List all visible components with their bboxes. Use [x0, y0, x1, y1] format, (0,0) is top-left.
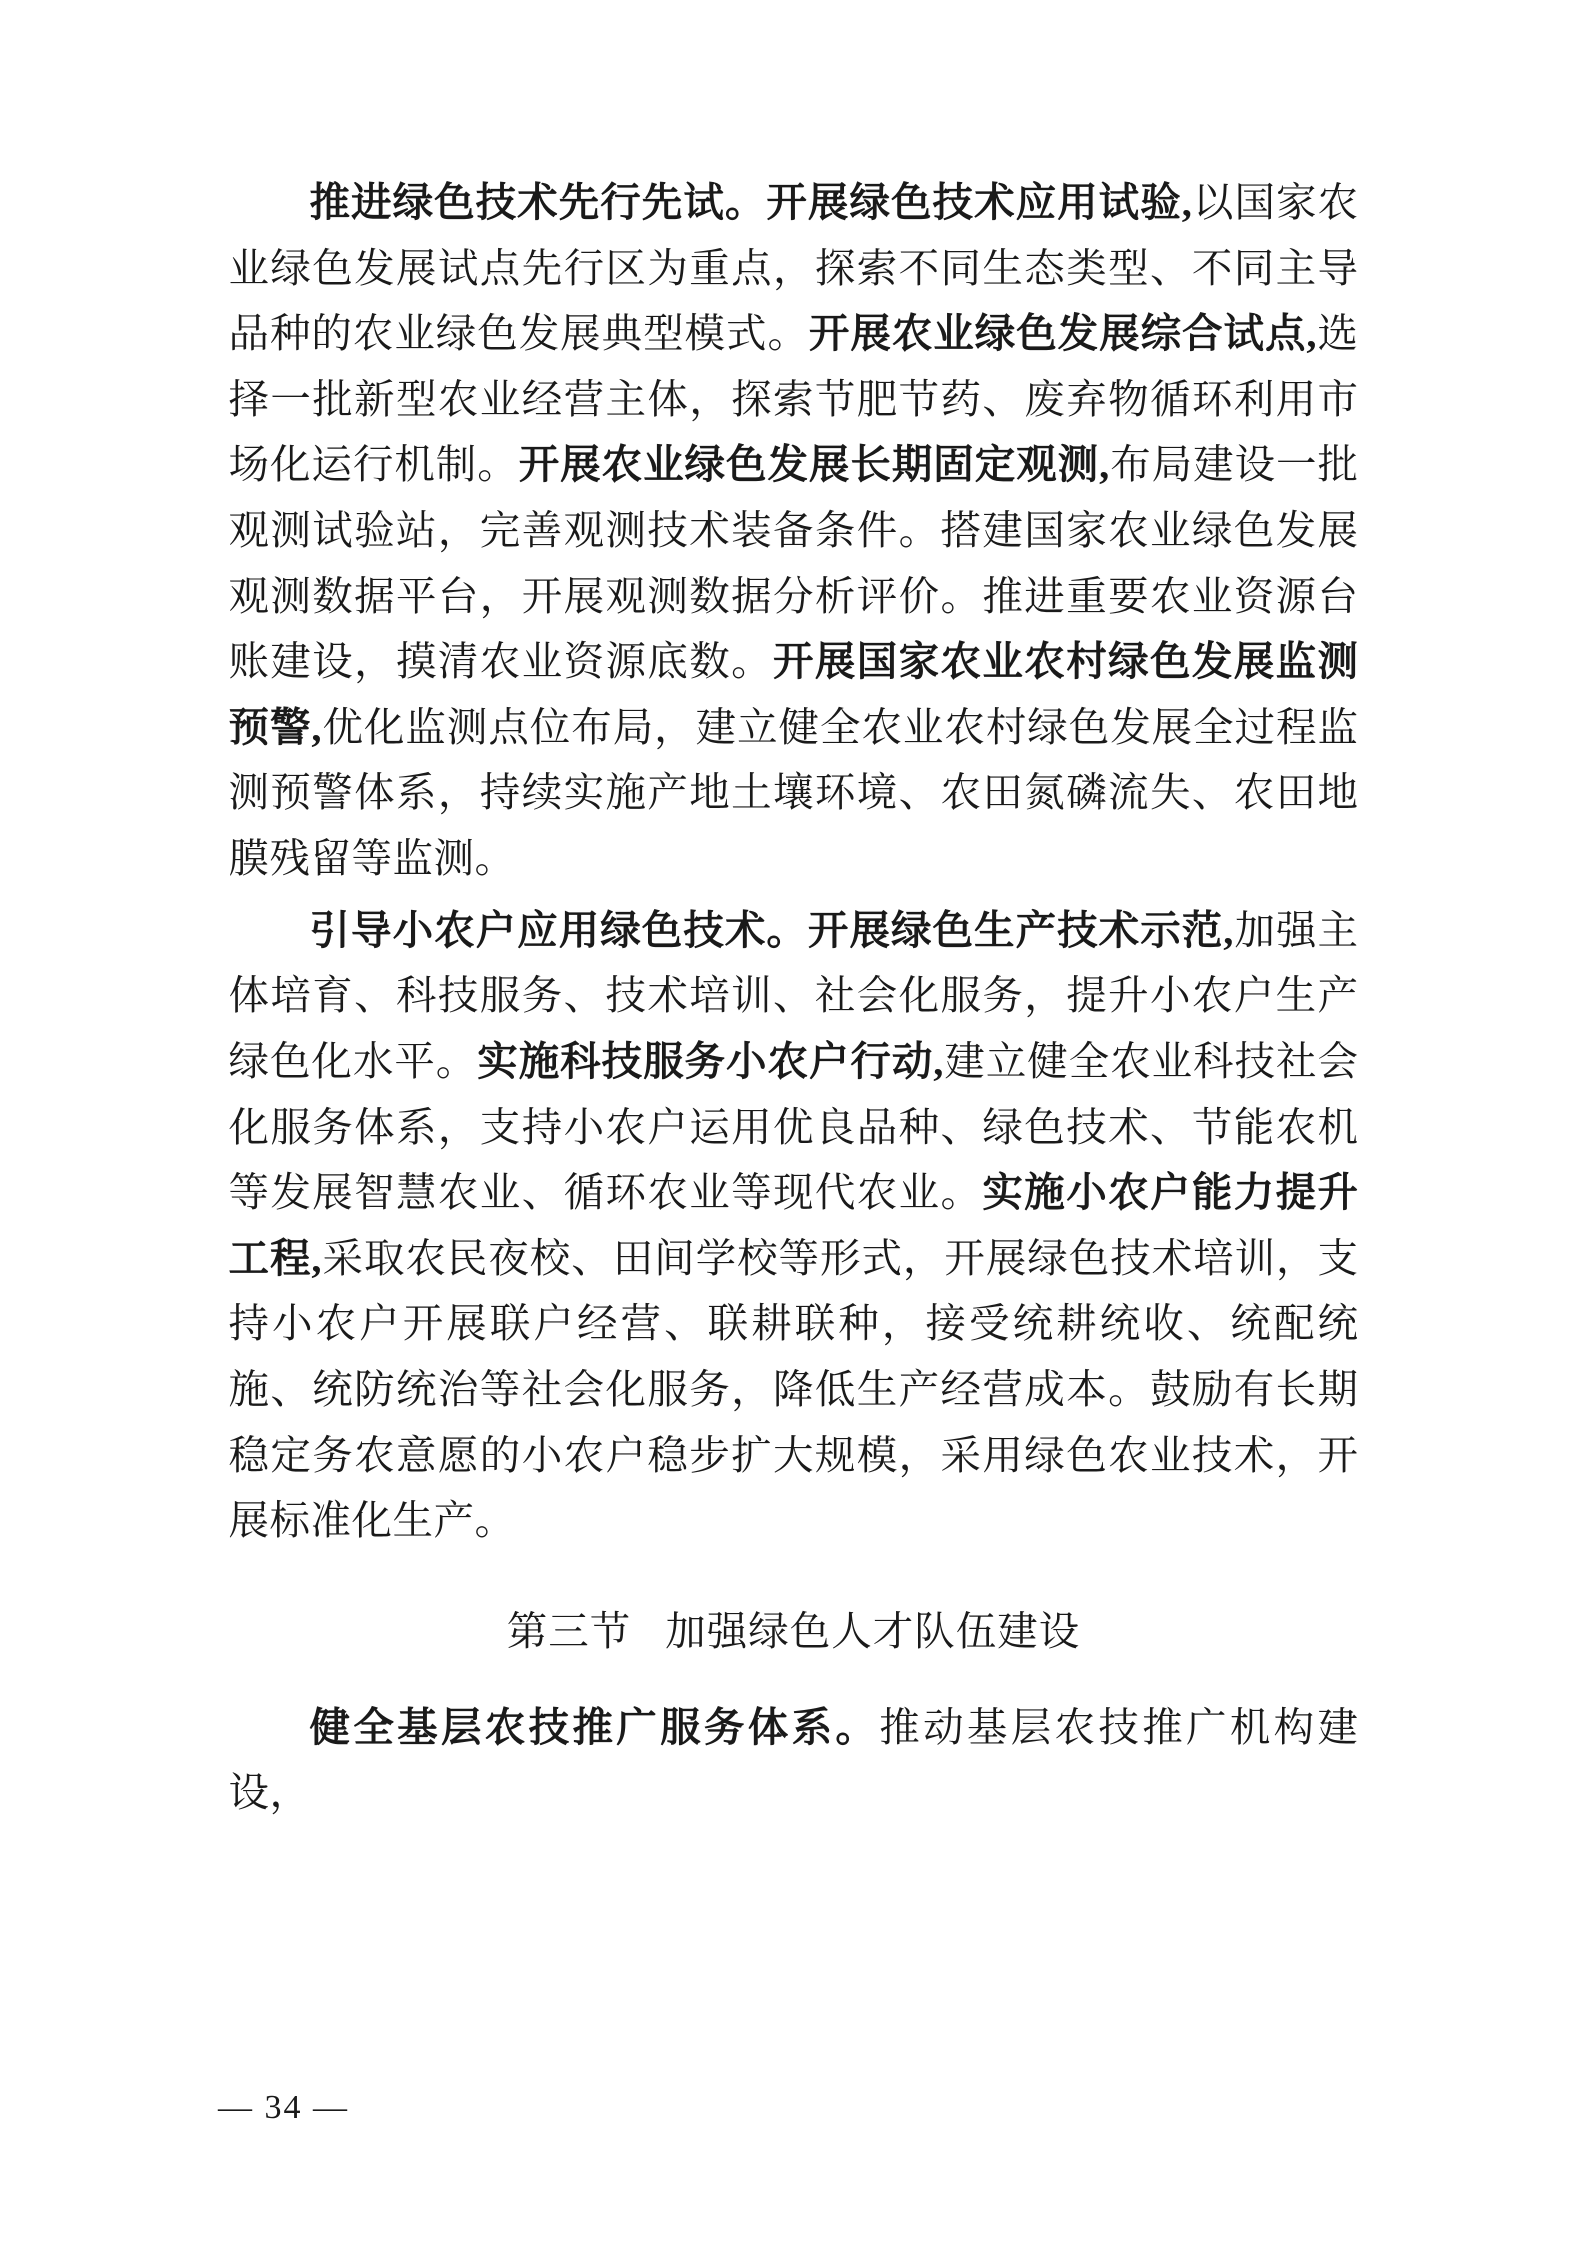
paragraph-green-tech-pilot [229, 170, 1359, 892]
paragraph-text: 建立健全农业科技社会化服务体系，支持小农户运用优良品种、绿色技术、节能农机等发展智慧农业、循环农业等现代农业。 [228, 1038, 1359, 1216]
paragraph-emphasis: 开展农业绿色发展长期固定观测, [518, 442, 1110, 488]
section-heading [229, 1600, 1359, 1665]
paragraph-text: 以国家农业绿色发展试点先行区为重点，探索不同生态类型、不同主导品种的农业绿色发展典型模式。 [228, 180, 1359, 357]
paragraph-smallholder-green-tech [229, 898, 1359, 1554]
paragraph-emphasis: 开展农业绿色发展综合试点, [808, 311, 1318, 357]
paragraph-text: 采取农民夜校、田间学校等形式，开展绿色技术培训，支持小农户开展联户经营、联耕联种，接受统耕统收、统配统施、统防统治等社会化服务，降低生产经营成本。鼓励有长期稳定务农意愿的小农户稳步扩大规模，采用绿色农业技术，开展标准化生产。 [228, 1235, 1359, 1544]
paragraph-emphasis: 实施科技服务小农户行动, [477, 1038, 944, 1084]
section-title: 加强绿色人才队伍建设 [665, 1608, 1081, 1654]
paragraph-emphasis: 开展绿色技术应用试验, [766, 180, 1193, 225]
document-body [229, 170, 1359, 1826]
paragraph-lead: 健全基层农技推广服务体系。 [309, 1704, 880, 1750]
paragraph-text: 优化监测点位布局，建立健全农业农村绿色发展全过程监测预警体系，持续实施产地土壤环境、农田氮磷流失、农田地膜残留等监测。 [228, 704, 1359, 882]
section-number: 第三节 [506, 1608, 632, 1654]
paragraph-text: 选择一批新型农业经营主体，探索节肥节药、废弃物循环利用市场化运行机制。 [228, 311, 1359, 488]
paragraph-text: 推动基层农技推广机构建设， [228, 1704, 1359, 1816]
paragraph-emphasis: 开展国家农业农村绿色发展监测预警, [228, 639, 1359, 750]
paragraph-lead: 推进绿色技术先行先试。 [309, 180, 767, 225]
paragraph-emphasis: 实施小农户能力提升工程, [228, 1170, 1359, 1281]
paragraph-grassroots-extension [229, 1695, 1359, 1826]
paragraph-text: 布局建设一批观测试验站，完善观测技术装备条件。搭建国家农业绿色发展观测数据平台，开展观测数据分析评价。推进重要农业资源台账建设，摸清农业资源底数。 [228, 442, 1359, 685]
paragraph-text: 加强主体培育、科技服务、技术培训、社会化服务，提升小农户生产绿色化水平。 [228, 907, 1359, 1084]
page-number: — 34 — [218, 2089, 349, 2126]
paragraph-lead: 引导小农户应用绿色技术。 [309, 907, 808, 953]
paragraph-emphasis: 开展绿色生产技术示范, [807, 907, 1234, 953]
